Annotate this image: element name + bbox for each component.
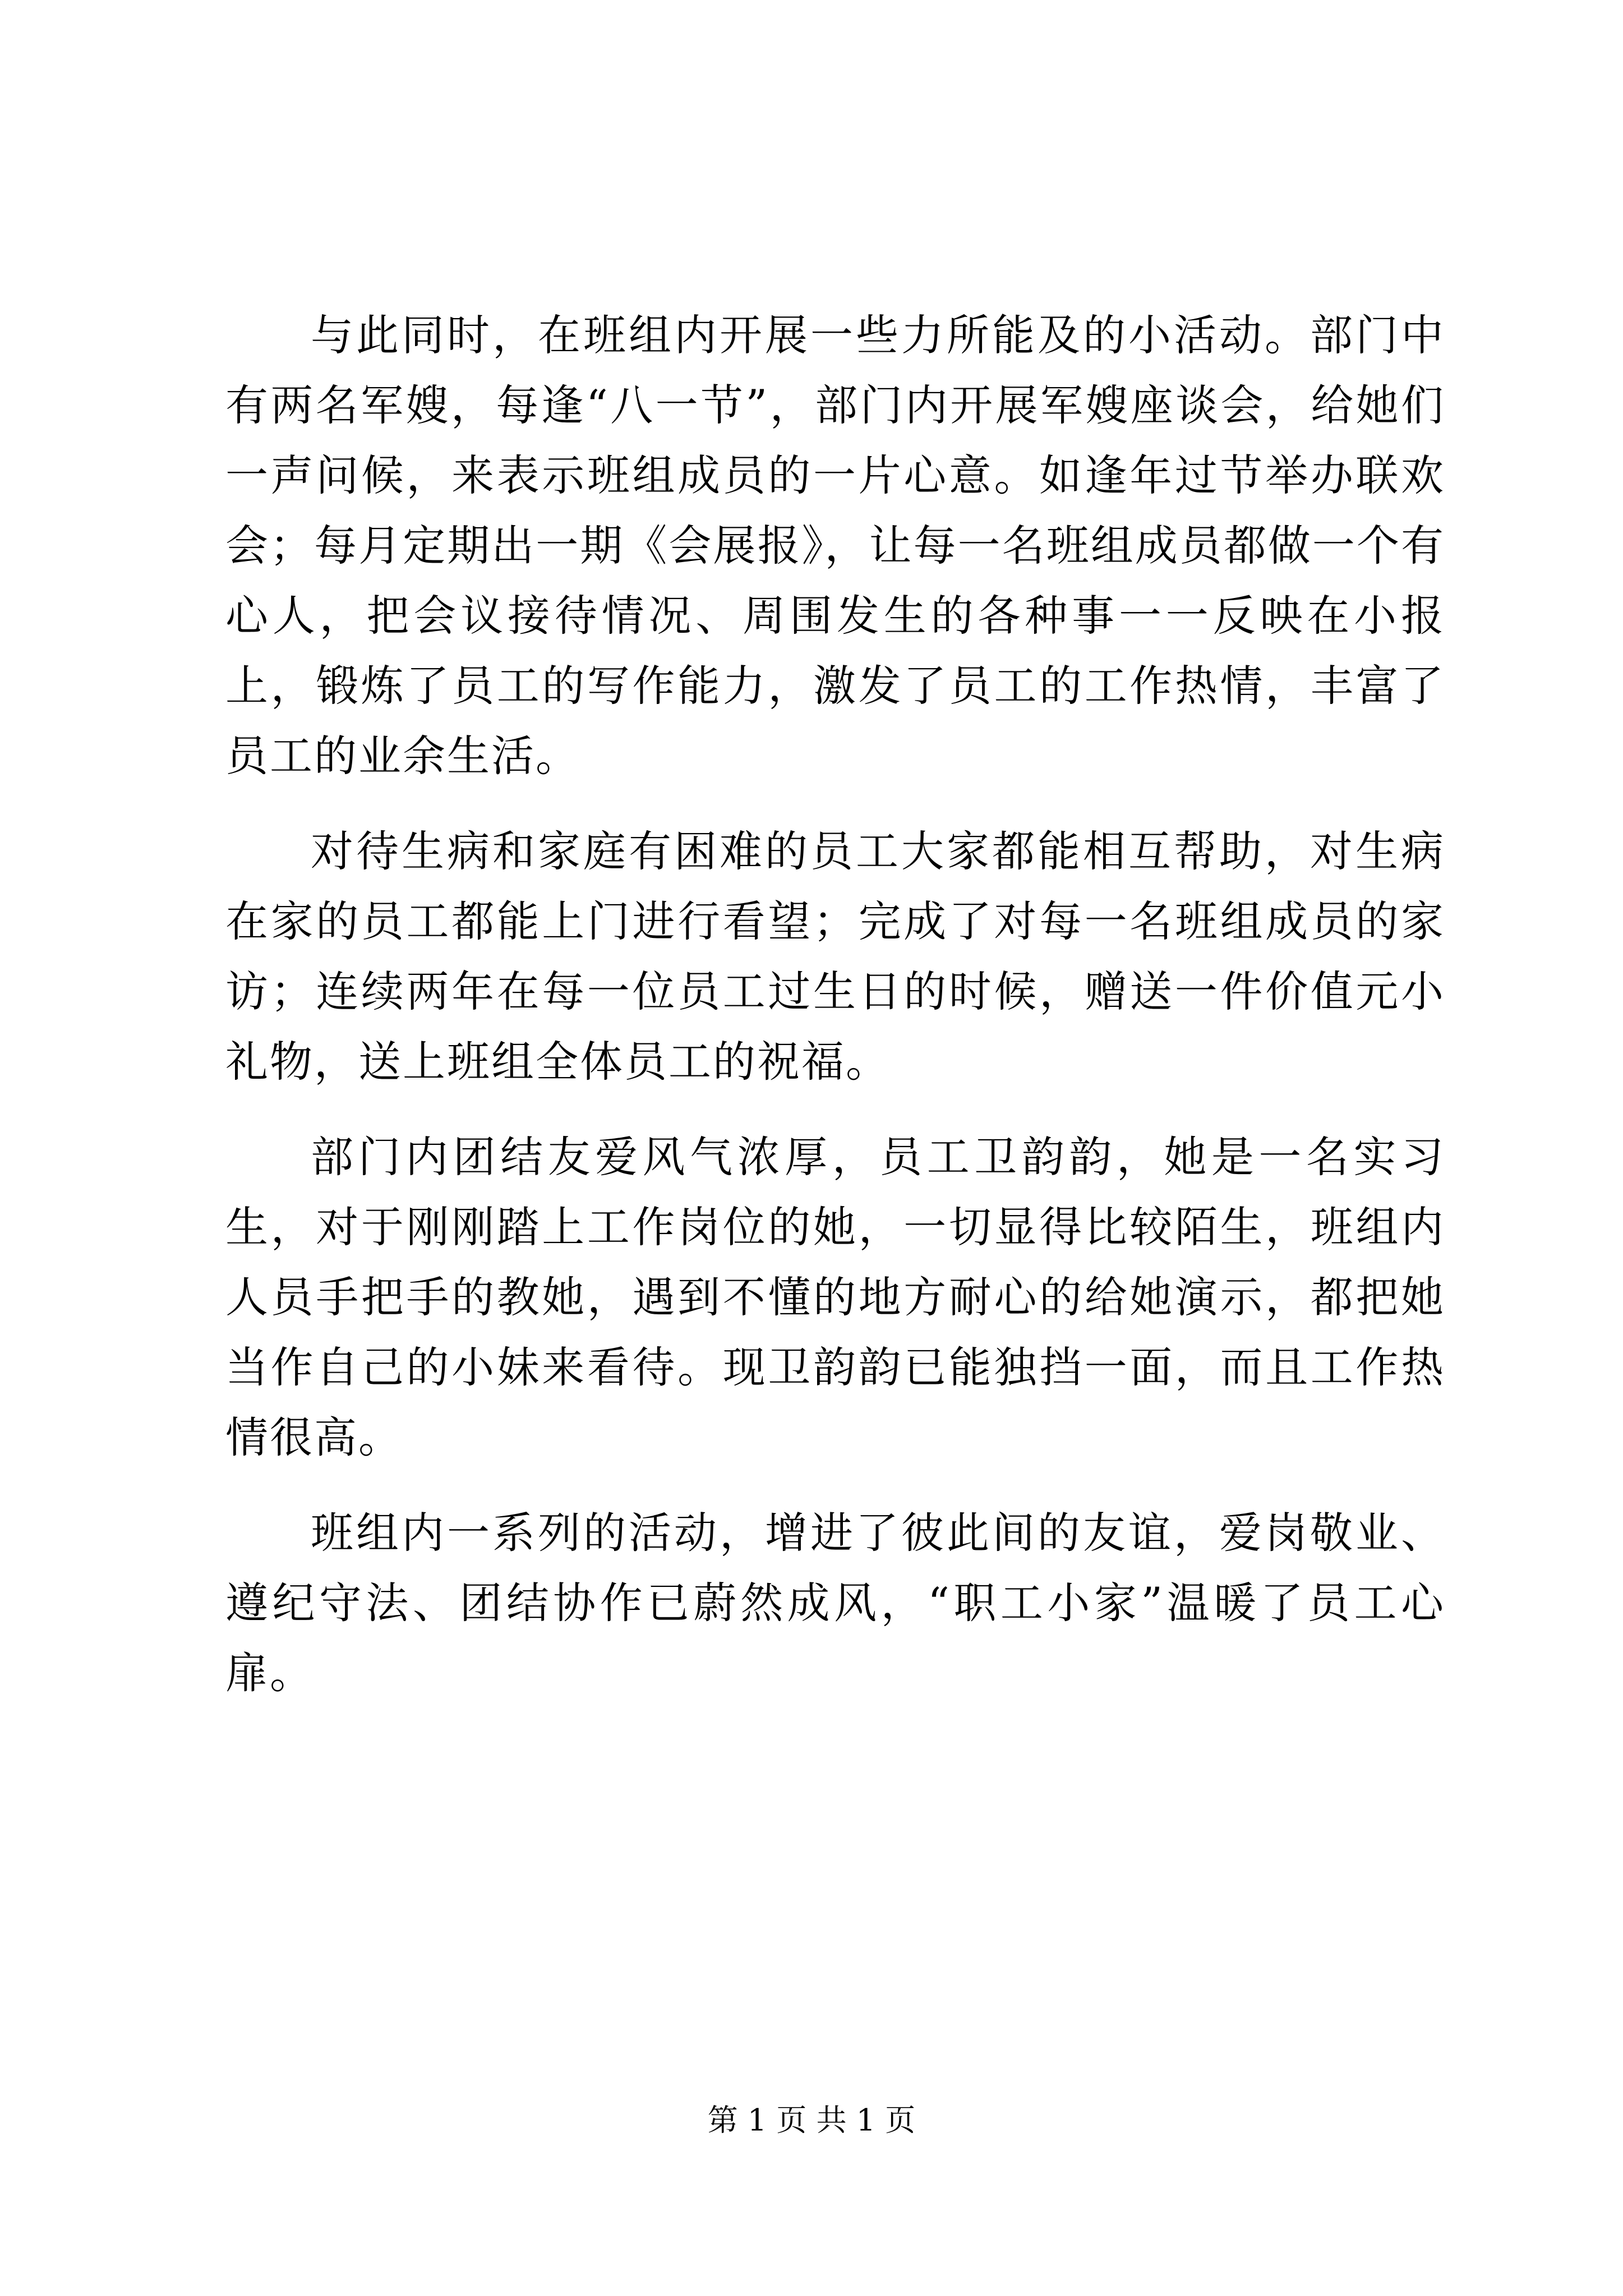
page-footer: 第 1 页 共 1 页 [707,2102,916,2138]
paragraph-2: 对待生病和家庭有困难的员工大家都能相互帮助，对生病在家的员工都能上门进行看望；完成了对每一名班组成员的家访；连续两年在每一位员工过生日的时候，赠送一件价值元小礼物，送上班组全体员工的祝福。 [225,826,1445,1087]
paragraph-1: 与此同时，在班组内开展一些力所能及的小活动。部门中有两名军嫂，每逢“八一节”，部门内开展军嫂座谈会，给她们一声问候，来表示班组成员的一片心意。如逢年过节举办联欢会；每月定期出一期《会展报》，让每一名班组成员都做一个有心人，把会议接待情况、周围发生的各种事一一反映在小报上，锻炼了员工的写作能力，激发了员工的工作热情，丰富了员工的业余生活。 [225,310,1445,781]
document-body [225,300,1445,1733]
paragraph-4: 班组内一系列的活动，增进了彼此间的友谊，爱岗敬业、遵纪守法、团结协作已蔚然成风，“职工小家”温暖了员工心扉。 [225,1508,1445,1698]
paragraph-3: 部门内团结友爱风气浓厚，员工卫韵韵，她是一名实习生，对于刚刚踏上工作岗位的她，一切显得比较陌生，班组内人员手把手的教她，遇到不懂的地方耐心的给她演示，都把她当作自己的小妹来看待。现卫韵韵已能独挡一面，而且工作热情很高。 [225,1132,1445,1462]
